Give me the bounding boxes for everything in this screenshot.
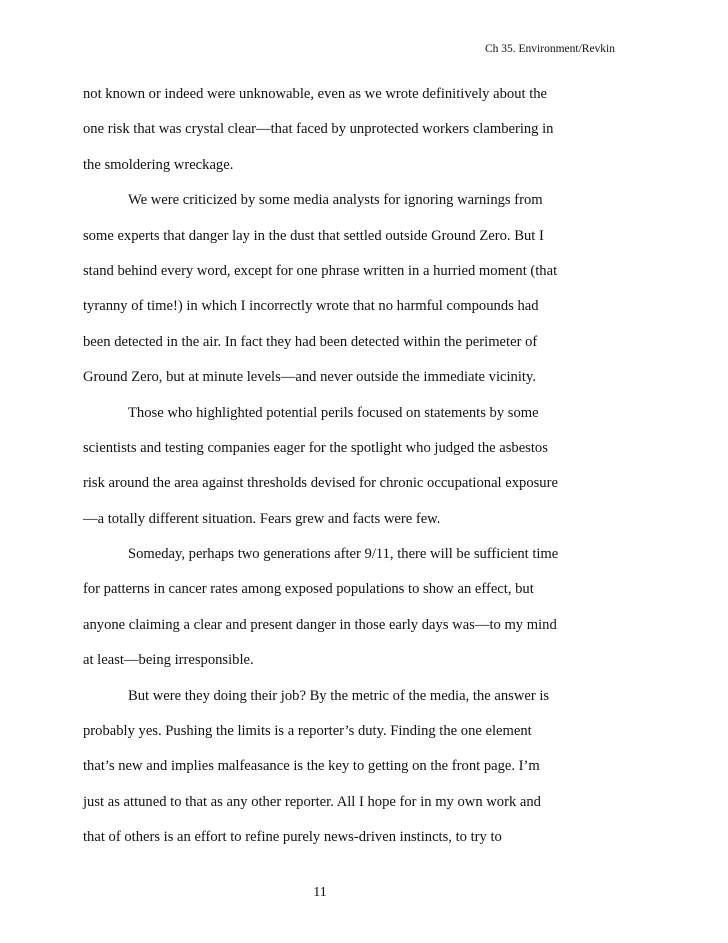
- paragraph-first-line: But were they doing their job? By the metric of the media, the answer is: [128, 687, 550, 704]
- text-line: that of others is an effort to refine purely news-driven instincts, to try to: [83, 829, 502, 846]
- text-line: not known or indeed were unknowable, even as we wrote definitively about the: [83, 86, 548, 102]
- text-line: scientists and testing companies eager for the spotlight who judged the asbestos: [83, 439, 548, 456]
- text-line: —a totally different situation. Fears grew and facts were few.: [83, 510, 441, 527]
- text-line: just as attuned to that as any other reporter. All I hope for in my own work and: [83, 793, 541, 810]
- running-header: Ch 35. Environment/Revkin: [484, 43, 615, 55]
- text-line: probably yes. Pushing the limits is a reporter’s duty. Finding the one element: [83, 723, 532, 740]
- text-line: risk around the area against thresholds devised for chronic occupational exposure: [83, 475, 558, 492]
- text-line: tyranny of time!) in which I incorrectly wrote that no harmful compounds had: [83, 298, 539, 315]
- paragraph-first-line: Someday, perhaps two generations after 9/11, there will be sufficient time: [128, 546, 559, 563]
- text-line: at least—being irresponsible.: [83, 652, 254, 669]
- paragraph-first-line: Those who highlighted potential perils focused on statements by some: [128, 404, 539, 421]
- text-line: some experts that danger lay in the dust that settled outside Ground Zero. But I: [83, 227, 544, 244]
- text-line: Ground Zero, but at minute levels—and never outside the immediate vicinity.: [83, 369, 536, 386]
- text-line: the smoldering wreckage.: [83, 156, 234, 173]
- text-line: stand behind every word, except for one phrase written in a hurried moment (that: [83, 262, 558, 279]
- paragraph-first-line: We were criticized by some media analysts for ignoring warnings from: [128, 192, 543, 209]
- body-text: [83, 85, 643, 864]
- text-line: anyone claiming a clear and present danger in those early days was—to my mind: [83, 616, 557, 633]
- text-line: for patterns in cancer rates among exposed populations to show an effect, but: [83, 581, 534, 598]
- text-line: one risk that was crystal clear—that faced by unprotected workers clambering in: [83, 121, 554, 138]
- text-line: been detected in the air. In fact they had been detected within the perimeter of: [83, 333, 538, 350]
- page-number: 11: [313, 885, 327, 900]
- text-line: that’s new and implies malfeasance is the key to getting on the front page. I’m: [83, 758, 540, 775]
